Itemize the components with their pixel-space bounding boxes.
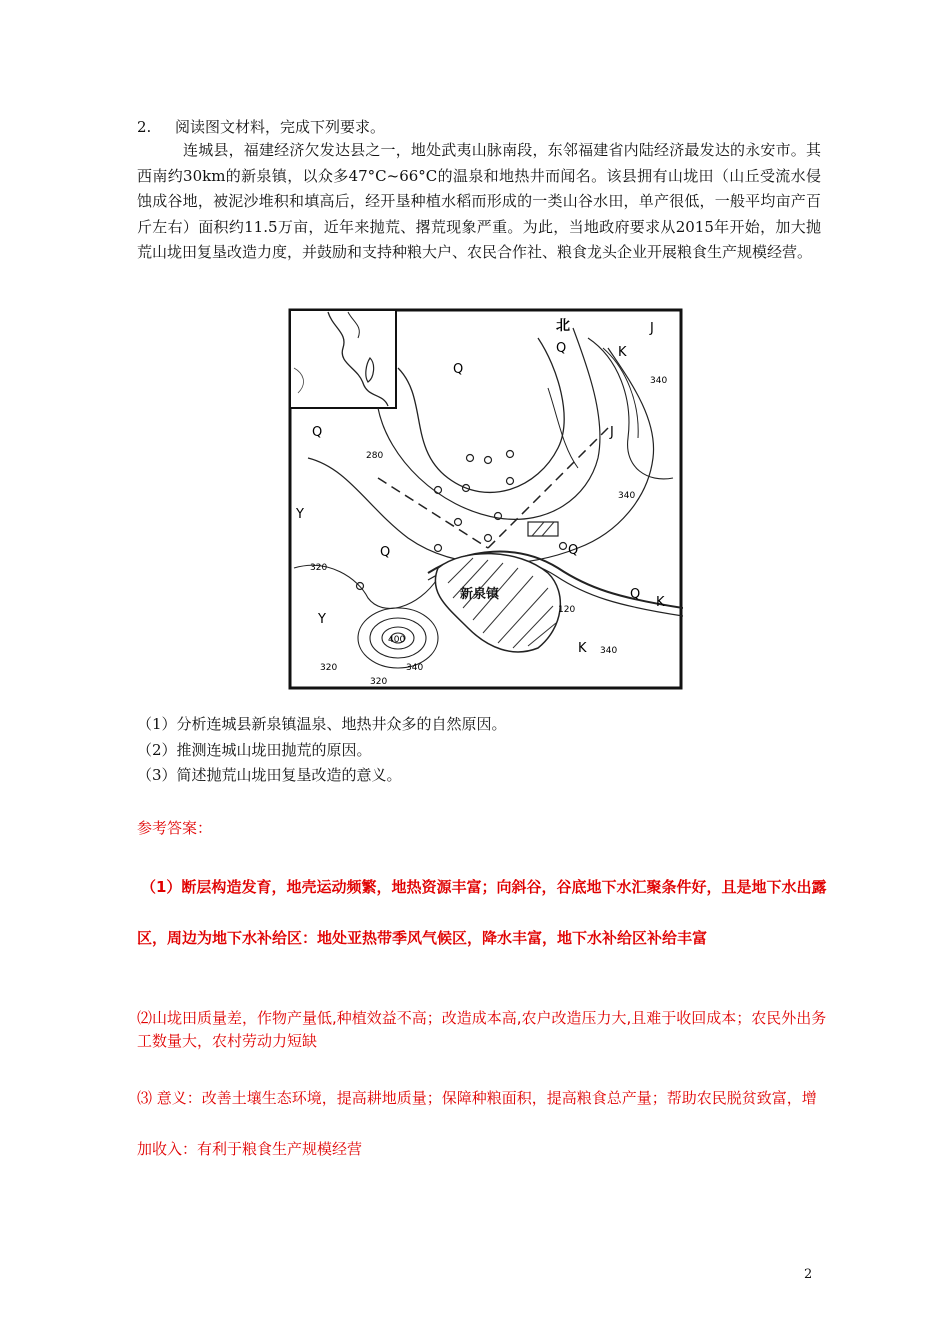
contour-120: 120 — [558, 605, 576, 615]
inset-map — [290, 310, 396, 408]
map-label-q2: Q — [453, 362, 464, 377]
contour-400: 400 — [388, 635, 406, 645]
map-label-q6: Q — [630, 587, 641, 602]
subquestion-3: （3）简述抛荒山垅田复垦改造的意义。 — [137, 766, 402, 784]
map-label-q4: Q — [380, 545, 391, 560]
map-label-y1: Y — [296, 507, 304, 522]
map-north-label: 北 — [556, 318, 570, 334]
contour-340d: 340 — [406, 663, 424, 673]
map-label-k3: K — [578, 641, 587, 656]
map-label-q3: Q — [312, 425, 323, 440]
subquestion-1: （1）分析连城县新泉镇温泉、地热井众多的自然原因。 — [137, 715, 507, 733]
contour-320a: 320 — [310, 563, 328, 573]
contour-280: 280 — [366, 451, 384, 461]
question-instruction: 阅读图文材料，完成下列要求。 — [175, 118, 386, 136]
answer-2: ⑵山垅田质量差，作物产量低,种植效益不高；改造成本高,农户改造压力大,且难于收回成本；农民外出务工数量大，农村劳动力短缺 — [137, 1009, 827, 1050]
contour-320b: 320 — [320, 663, 338, 673]
page-number: 2 — [804, 1267, 813, 1282]
map-label-q1: Q — [556, 341, 567, 356]
map-label-y2: Y — [318, 612, 326, 627]
contour-340b: 340 — [618, 491, 636, 501]
question-number: 2. — [137, 118, 152, 136]
geologic-map — [288, 308, 683, 690]
answer-1: （1）断层构造发育，地壳运动频繁，地热资源丰富；向斜谷，谷底地下水汇聚条件好，且是地下水出露区，周边为地下水补给区：地处亚热带季风气候区，降水丰富，地下水补给区补给丰富 — [137, 878, 827, 947]
contour-340a: 340 — [650, 376, 668, 386]
map-label-k2: K — [656, 595, 665, 610]
contour-320c: 320 — [370, 677, 388, 687]
map-label-j1: J — [650, 321, 654, 336]
map-label-j2: J — [610, 425, 614, 440]
contour-340c: 340 — [600, 646, 618, 656]
answer-3: ⑶ 意义：改善土壤生态环境，提高耕地质量；保障种粮面积，提高粮食总产量；帮助农民脱贫致富，增加收入：有利于粮食生产规模经营 — [137, 1089, 817, 1158]
map-label-q5: Q — [568, 543, 579, 558]
material-paragraph: 连城县，福建经济欠发达县之一，地处武夷山脉南段，东邻福建省内陆经济最发达的永安市。其西南约30km的新泉镇，以众多47°C~66°C的温泉和地热井而闻名。该县拥有山垅田（山丘受流水侵蚀成谷地，被泥沙堆积和填高后，经开垦种植水稻而形成的一类山谷水田，单产很低，一般平均亩产百斤左右）面积约11.5万亩，近年来抛荒、撂荒现象严重。为此，当地政府要求从2015年开始，加大抛荒山垅田复垦改造力度，并鼓励和支持种粮大户、农民合作社、粮食龙头企业开展粮食生产规模经营。 — [137, 141, 821, 261]
answer-title: 参考答案： — [137, 819, 213, 837]
subquestion-2: （2）推测连城山垅田抛荒的原因。 — [137, 741, 372, 759]
question-heading — [137, 116, 385, 137]
map-town-label: 新泉镇 — [460, 587, 500, 602]
map-label-k1: K — [618, 345, 627, 360]
